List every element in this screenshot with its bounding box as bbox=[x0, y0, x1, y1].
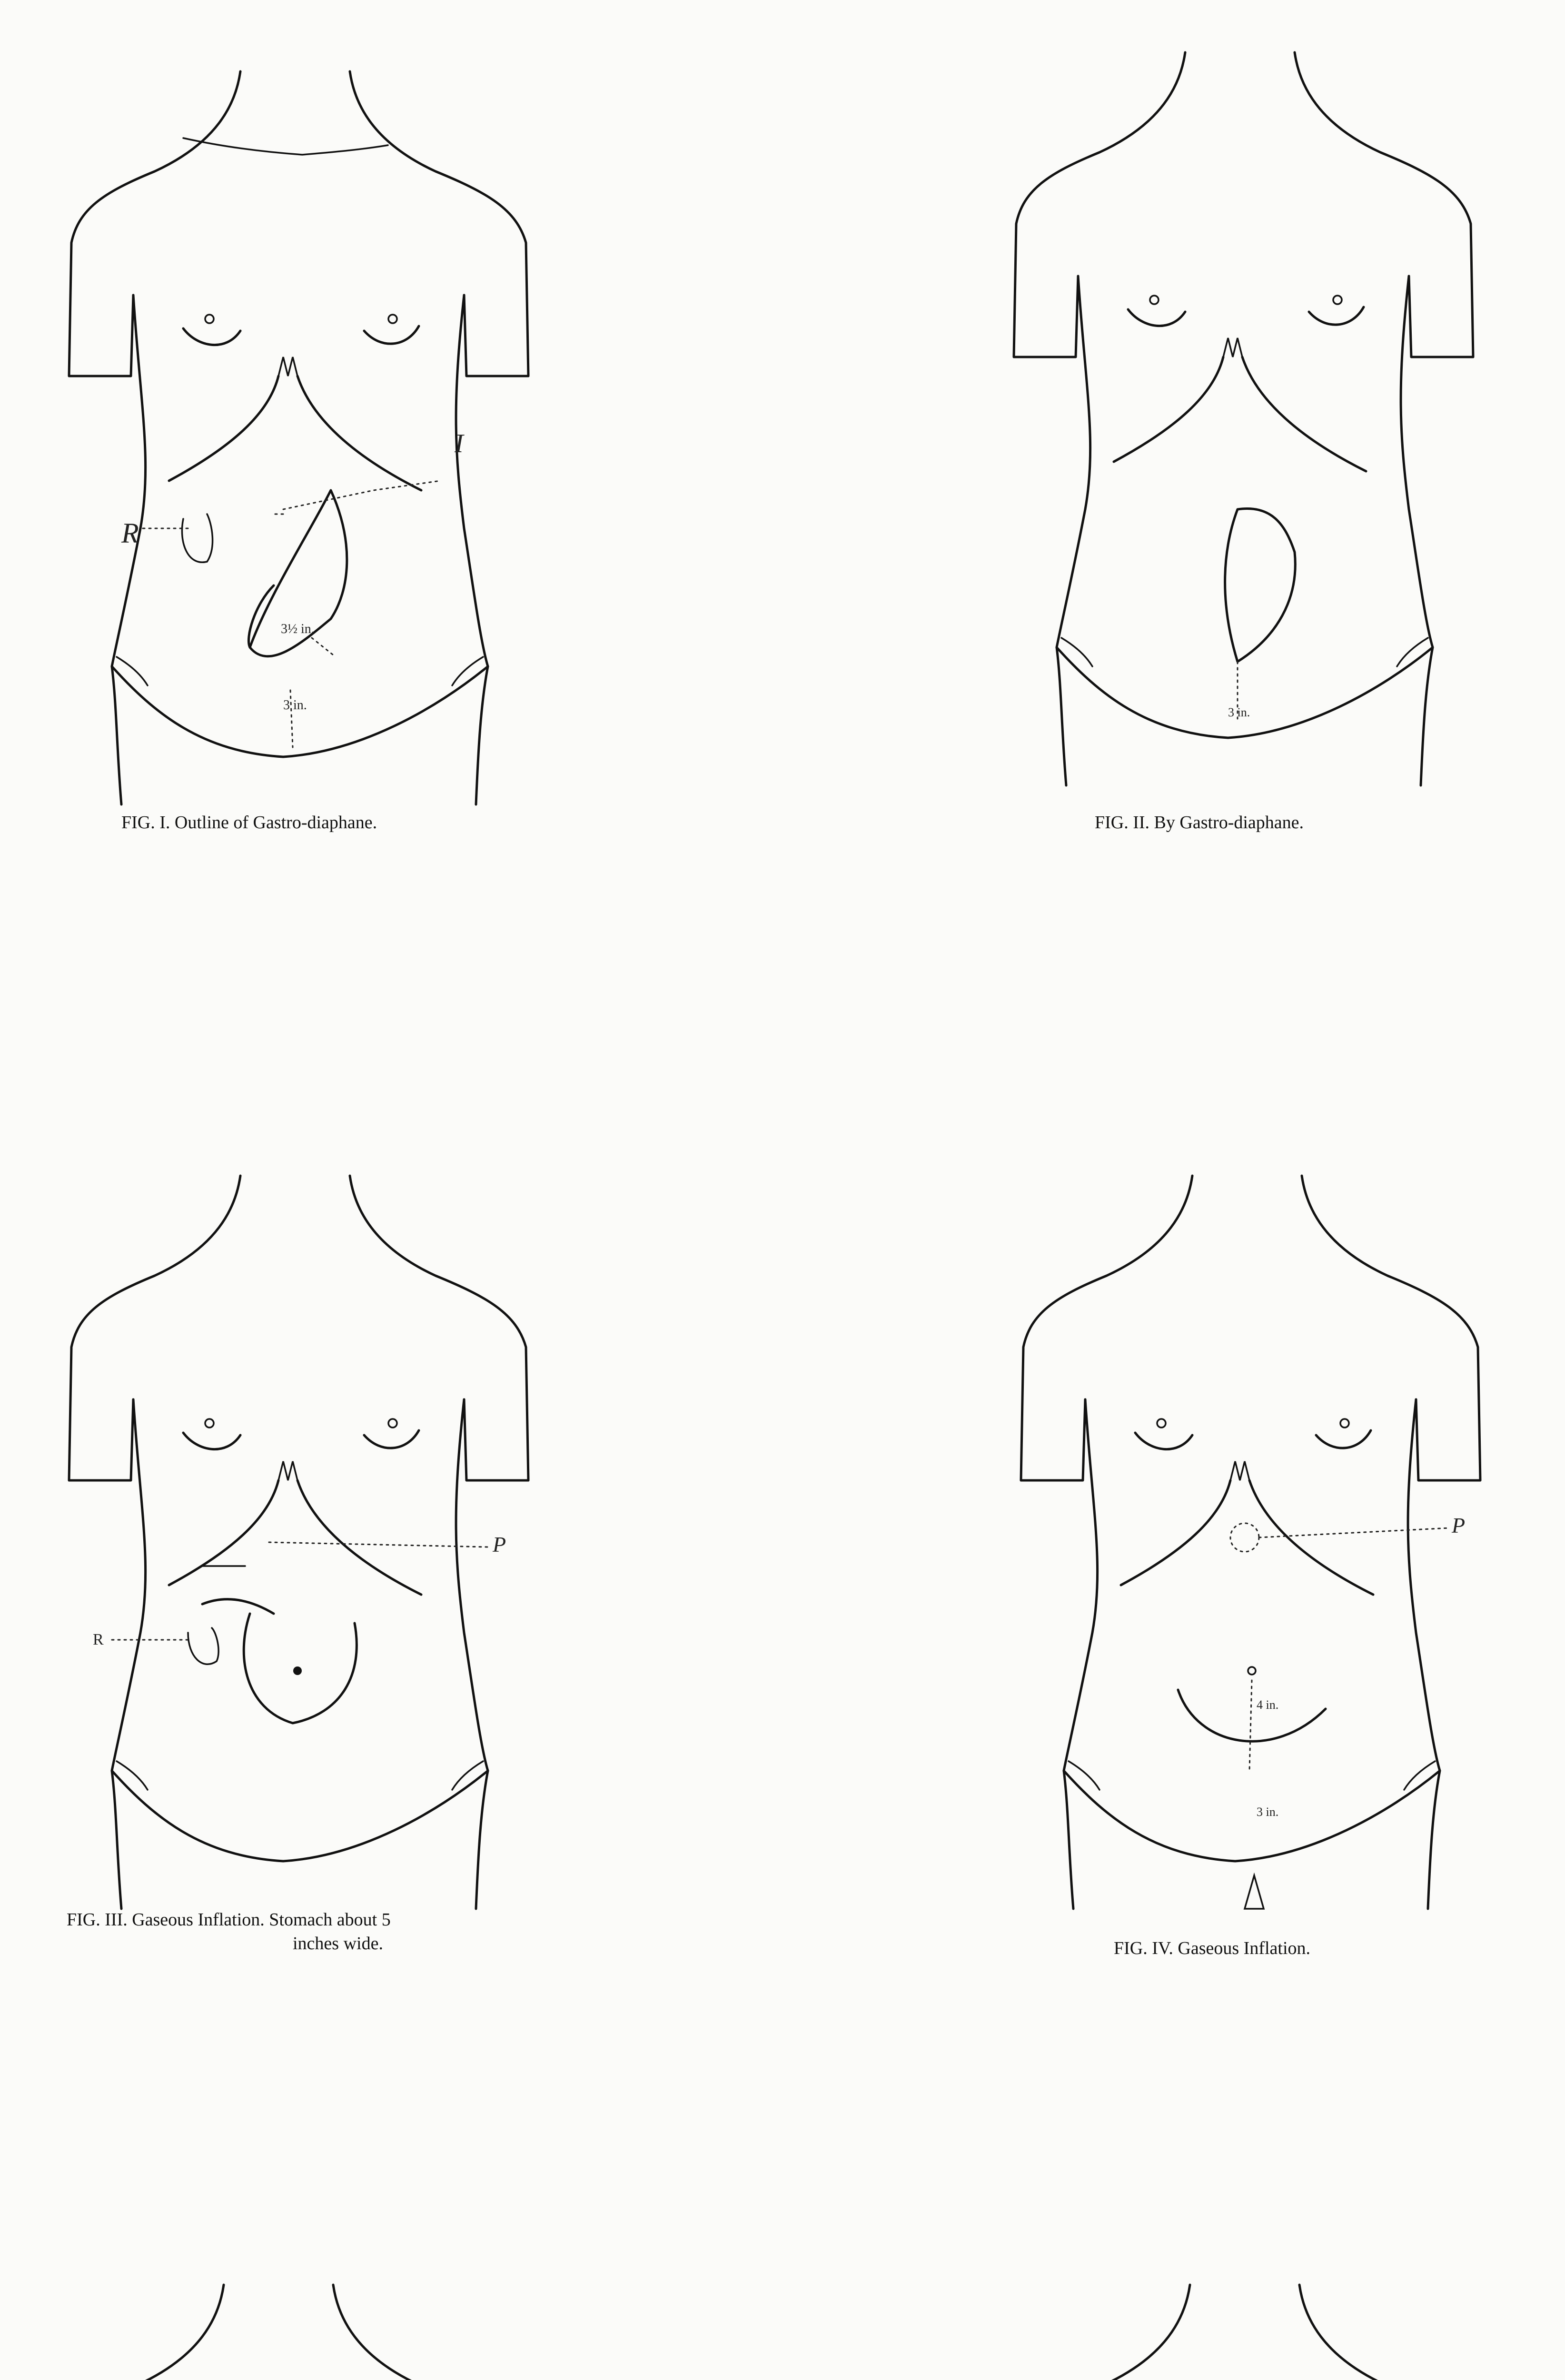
figure-2 bbox=[1014, 52, 1473, 785]
figure-6 bbox=[1019, 2285, 1478, 2380]
fig3-right-side-label: R bbox=[93, 1631, 104, 1648]
fig1-gap-lower-label: 3 in. bbox=[283, 698, 307, 713]
fig3-pointer-label: P bbox=[493, 1532, 506, 1557]
fig4-pointer-label: P bbox=[1452, 1513, 1466, 1537]
fig4-gap-upper-label: 4 in. bbox=[1257, 1698, 1279, 1712]
fig4-caption: FIG. IV. Gaseous Inflation. bbox=[1114, 1938, 1311, 1958]
fig3-caption-line1: FIG. III. Gaseous Inflation. Stomach about 5 bbox=[67, 1910, 391, 1930]
fig2-caption: FIG. II. By Gastro-diaphane. bbox=[1095, 813, 1304, 833]
figure-4 bbox=[1021, 1176, 1480, 1909]
fig1-right-side-label: R bbox=[121, 517, 139, 549]
fig2-gap-lower-label: 3 in. bbox=[1228, 705, 1250, 719]
fig3-caption-line2: inches wide. bbox=[293, 1934, 383, 1954]
fig1-caption: FIG. I. Outline of Gastro-diaphane. bbox=[121, 813, 377, 833]
figure-5 bbox=[52, 2285, 512, 2380]
fig1-gap-upper-label: 3½ in. bbox=[281, 622, 315, 636]
fig4-gap-lower-label: 3 in. bbox=[1257, 1805, 1279, 1819]
fig1-pointer-label: I bbox=[455, 429, 464, 458]
figure-1 bbox=[69, 71, 528, 804]
figure-3 bbox=[69, 1176, 528, 1909]
